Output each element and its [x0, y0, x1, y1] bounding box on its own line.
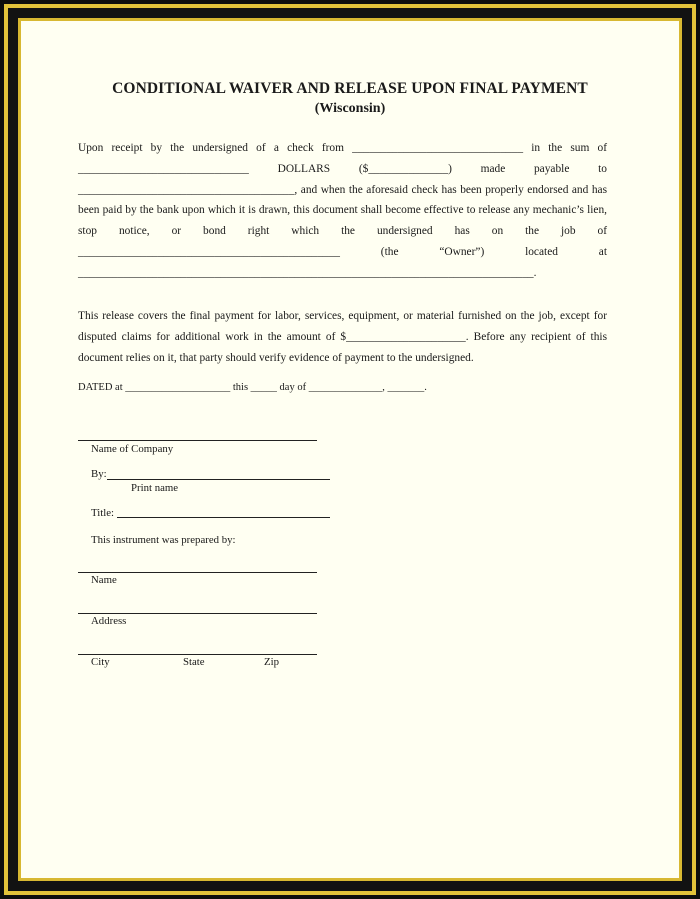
- preparer-address-label: Address: [91, 615, 127, 627]
- print-name-label: Print name: [131, 482, 179, 494]
- document-title: CONDITIONAL WAIVER AND RELEASE UPON FINAL PAYMENT: [112, 80, 588, 97]
- city-label: City: [91, 656, 110, 668]
- prepared-by-label: This instrument was prepared by:: [91, 534, 236, 546]
- preparer-name-label: Name: [91, 574, 117, 586]
- preparer-address-line[interactable]: [78, 613, 317, 614]
- by-label: By:: [91, 468, 107, 480]
- by-signature-line[interactable]: [107, 479, 330, 480]
- title-line[interactable]: [117, 517, 330, 518]
- release-paragraph: Upon receipt by the undersigned of a check from ______________________________ in the sum of ______________________________ DOLLARS ($______________) made payable to ______________________________________, and when the aforesaid check has been properly endorsed and has been paid by the bank upon which it is drawn, this document shall become effective to release any mechanic’s lien, stop notice, or bond right which the undersigned has on the job of ______________________________________________ (the “Owner”) located at ________________________________________________________________________________.: [78, 142, 607, 279]
- document-subtitle: (Wisconsin): [314, 101, 386, 116]
- state-label: State: [183, 656, 205, 668]
- company-name-line[interactable]: [78, 440, 317, 441]
- city-state-zip-line[interactable]: [78, 654, 317, 655]
- dated-line: DATED at ____________________ this _____ day of ______________, _______.: [78, 382, 427, 393]
- zip-label: Zip: [264, 656, 279, 668]
- title-label: Title:: [91, 507, 115, 519]
- final-payment-paragraph: This release covers the final payment for labor, services, equipment, or material furnished on the job, except for disputed claims for additional work in the amount of $_____________________. Before any recipient of this document relies on it, that party should verify evidence of payment to the undersigned.: [78, 310, 607, 364]
- company-name-label: Name of Company: [91, 443, 174, 455]
- preparer-name-line[interactable]: [78, 572, 317, 573]
